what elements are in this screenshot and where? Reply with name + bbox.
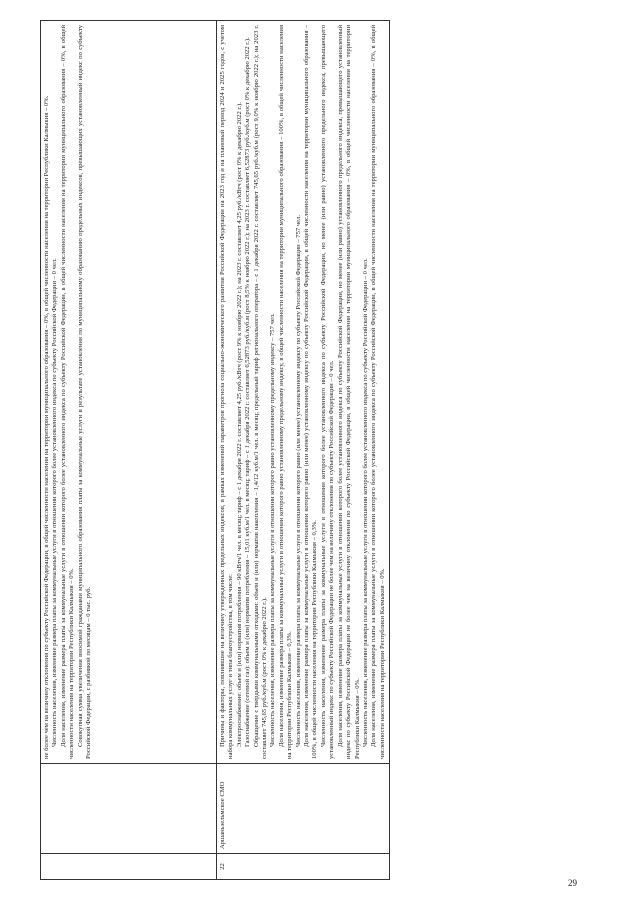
municipality-name-cell	[41, 764, 217, 854]
indices-table	[40, 20, 390, 880]
table-row	[217, 21, 390, 880]
rotated-table-sheet	[40, 20, 564, 880]
paragraph: Доля населения, изменение размера платы за коммунальные услуги в отношении которого более установленного индекса по субъекту Российской Федерации, в общей численности населения на территории муниципального образования – 0%, в общей численности населения на территории Республики Калмыкия – 0%.	[59, 25, 76, 759]
row-number-cell: 22	[217, 854, 390, 880]
paragraph: не более чем на величину отклонения по субъекту Российской Федерации, в общей численности населения на территории муниципального образования – 0%, в общей численности населения на территории Республики Калмыкия – 0%.	[43, 95, 50, 759]
description-cell	[217, 21, 390, 764]
paragraph: Совокупная сумма увеличения вносимой гражданами муниципального образования платы за коммунальные услуги в результате установления по муниципальному образованию предельных индексов, превышающих установленный индекс по субъекту Российской Федерации, с разбивкой по месяцам – 0 тыс. руб.	[76, 25, 93, 759]
row-number-cell	[41, 854, 217, 880]
paragraph: Доля населения, изменение размера платы за коммунальные услуги в отношении которого равно (или менее) установленному индексу по субъекту Российской Федерации, в общей численности населения на территории муниципального образования – 100%, в общей численности населения на территории Республики Калмыкия – 0,3%.	[303, 25, 319, 759]
table-row	[41, 21, 217, 880]
paragraph: Доля населения, изменение размера платы за коммунальные услуги в отношении которого более установленного индекса по субъекту Российской Федерации, но менее (или равно) установленного предельного индекса, превышающего установленный индекс по субъекту Российской Федерации не более чем на величину отклонения по субъекту Российской Федерации, в общей численности населения на территории муниципального образования – 0%, в общей численности населения на территории Республики Калмыкия – 0%.	[336, 25, 361, 759]
paragraph: Численность населения, изменение размера платы за коммунальные услуги в отношении которого равно (или менее) установленному индексу по субъекту Российской Федерации – 757 чел.	[294, 215, 302, 747]
description-cell	[41, 21, 217, 764]
paragraph: Причины и факторы, повлиявшие на величину утвержденных предельных индексов, в рамках изменений параметров прогноза социально-экономического развития Российской Федерации на 2023 год и на плановый период 2024 и 2025 годов, с учетом набора коммунальных услуг и типа благоустройства, в том числе:	[219, 25, 235, 759]
paragraph: Численность населения, изменение размера платы за коммунальные услуги в отношении которого равно установленному предельному индексу – 757 чел.	[269, 313, 277, 747]
paragraph: Численность населения, изменение размера платы за коммунальные услуги в отношении которого более установленного индекса по субъекту Российской Федерации, но менее (или равно) установленного предельного индекса, превышающего установленный индекс по субъекту Российской Федерации не более чем на величину отклонения по субъекту Российской Федерации – 0 чел.	[319, 25, 336, 759]
paragraph: Доля населения, изменение размера платы за коммунальные услуги в отношении которого равно установленному предельному индексу, в общей численности населения на территории муниципального образования – 100%, в общей численности населения на территории Республики Калмыкия – 0,3%.	[277, 25, 294, 759]
paragraph: Численность населения, изменение размера платы за коммунальные услуги в отношении которого более установленного индекса по субъекту Российской Федерации – 0 чел.	[51, 258, 59, 747]
page-number: 29	[568, 878, 577, 888]
paragraph: Электроснабжение: объем и (или) норматив потребления – 90 кВтч/1 чел. в месяц; тариф – с 1 декабря 2022 г. составляет 4,25 руб./кВтч (рост 9% к ноябрю 2022 г.); на 2023 г. составляет 4,25 руб./кВтч (рост 0% к декабрю 2022 г.).	[235, 102, 243, 747]
paragraph: Доля населения, изменение размера платы за коммунальные услуги в отношении которого более установленного индекса по субъекту Российской Федерации, в общей численности населения на территории муниципального образования – 0%, в общей численности населения на территории Республики Калмыкия – 0%.	[370, 25, 386, 759]
municipality-name-cell: Аршаньзельмское СМО	[217, 764, 390, 854]
paragraph: Газоснабжение (сетевой газ): объем и (или) норматив потребления – 15,01 куб.м/1 чел. в месяц; тариф – с 1 декабря 2022 г. составляет 6,52873 руб./куб.м (рост 8,5% к ноябрю 2022 г.); на 2023 г. составляет 6,52873 руб./куб.м (рост 0% к декабрю 2022 г.).	[244, 37, 252, 747]
paragraph: Численность населения, изменение размера платы за коммунальные услуги в отношении которого более установленного индекса по субъекту Российской Федерации – 0 чел.	[361, 258, 369, 747]
paragraph: Обращение с твердыми коммунальными отходами: объем и (или) норматив накопления – 1,4/12 куб.м/1 чел. в месяц; предельный тариф регионального оператора – с 1 декабря 2022 г. составляет 745,65 руб./куб.м (рост 9,0% к ноябрю 2022 г.); на 2023 г. составляет 745,65 руб./куб.м (рост 0% к декабрю 2022 г.).	[252, 25, 269, 759]
